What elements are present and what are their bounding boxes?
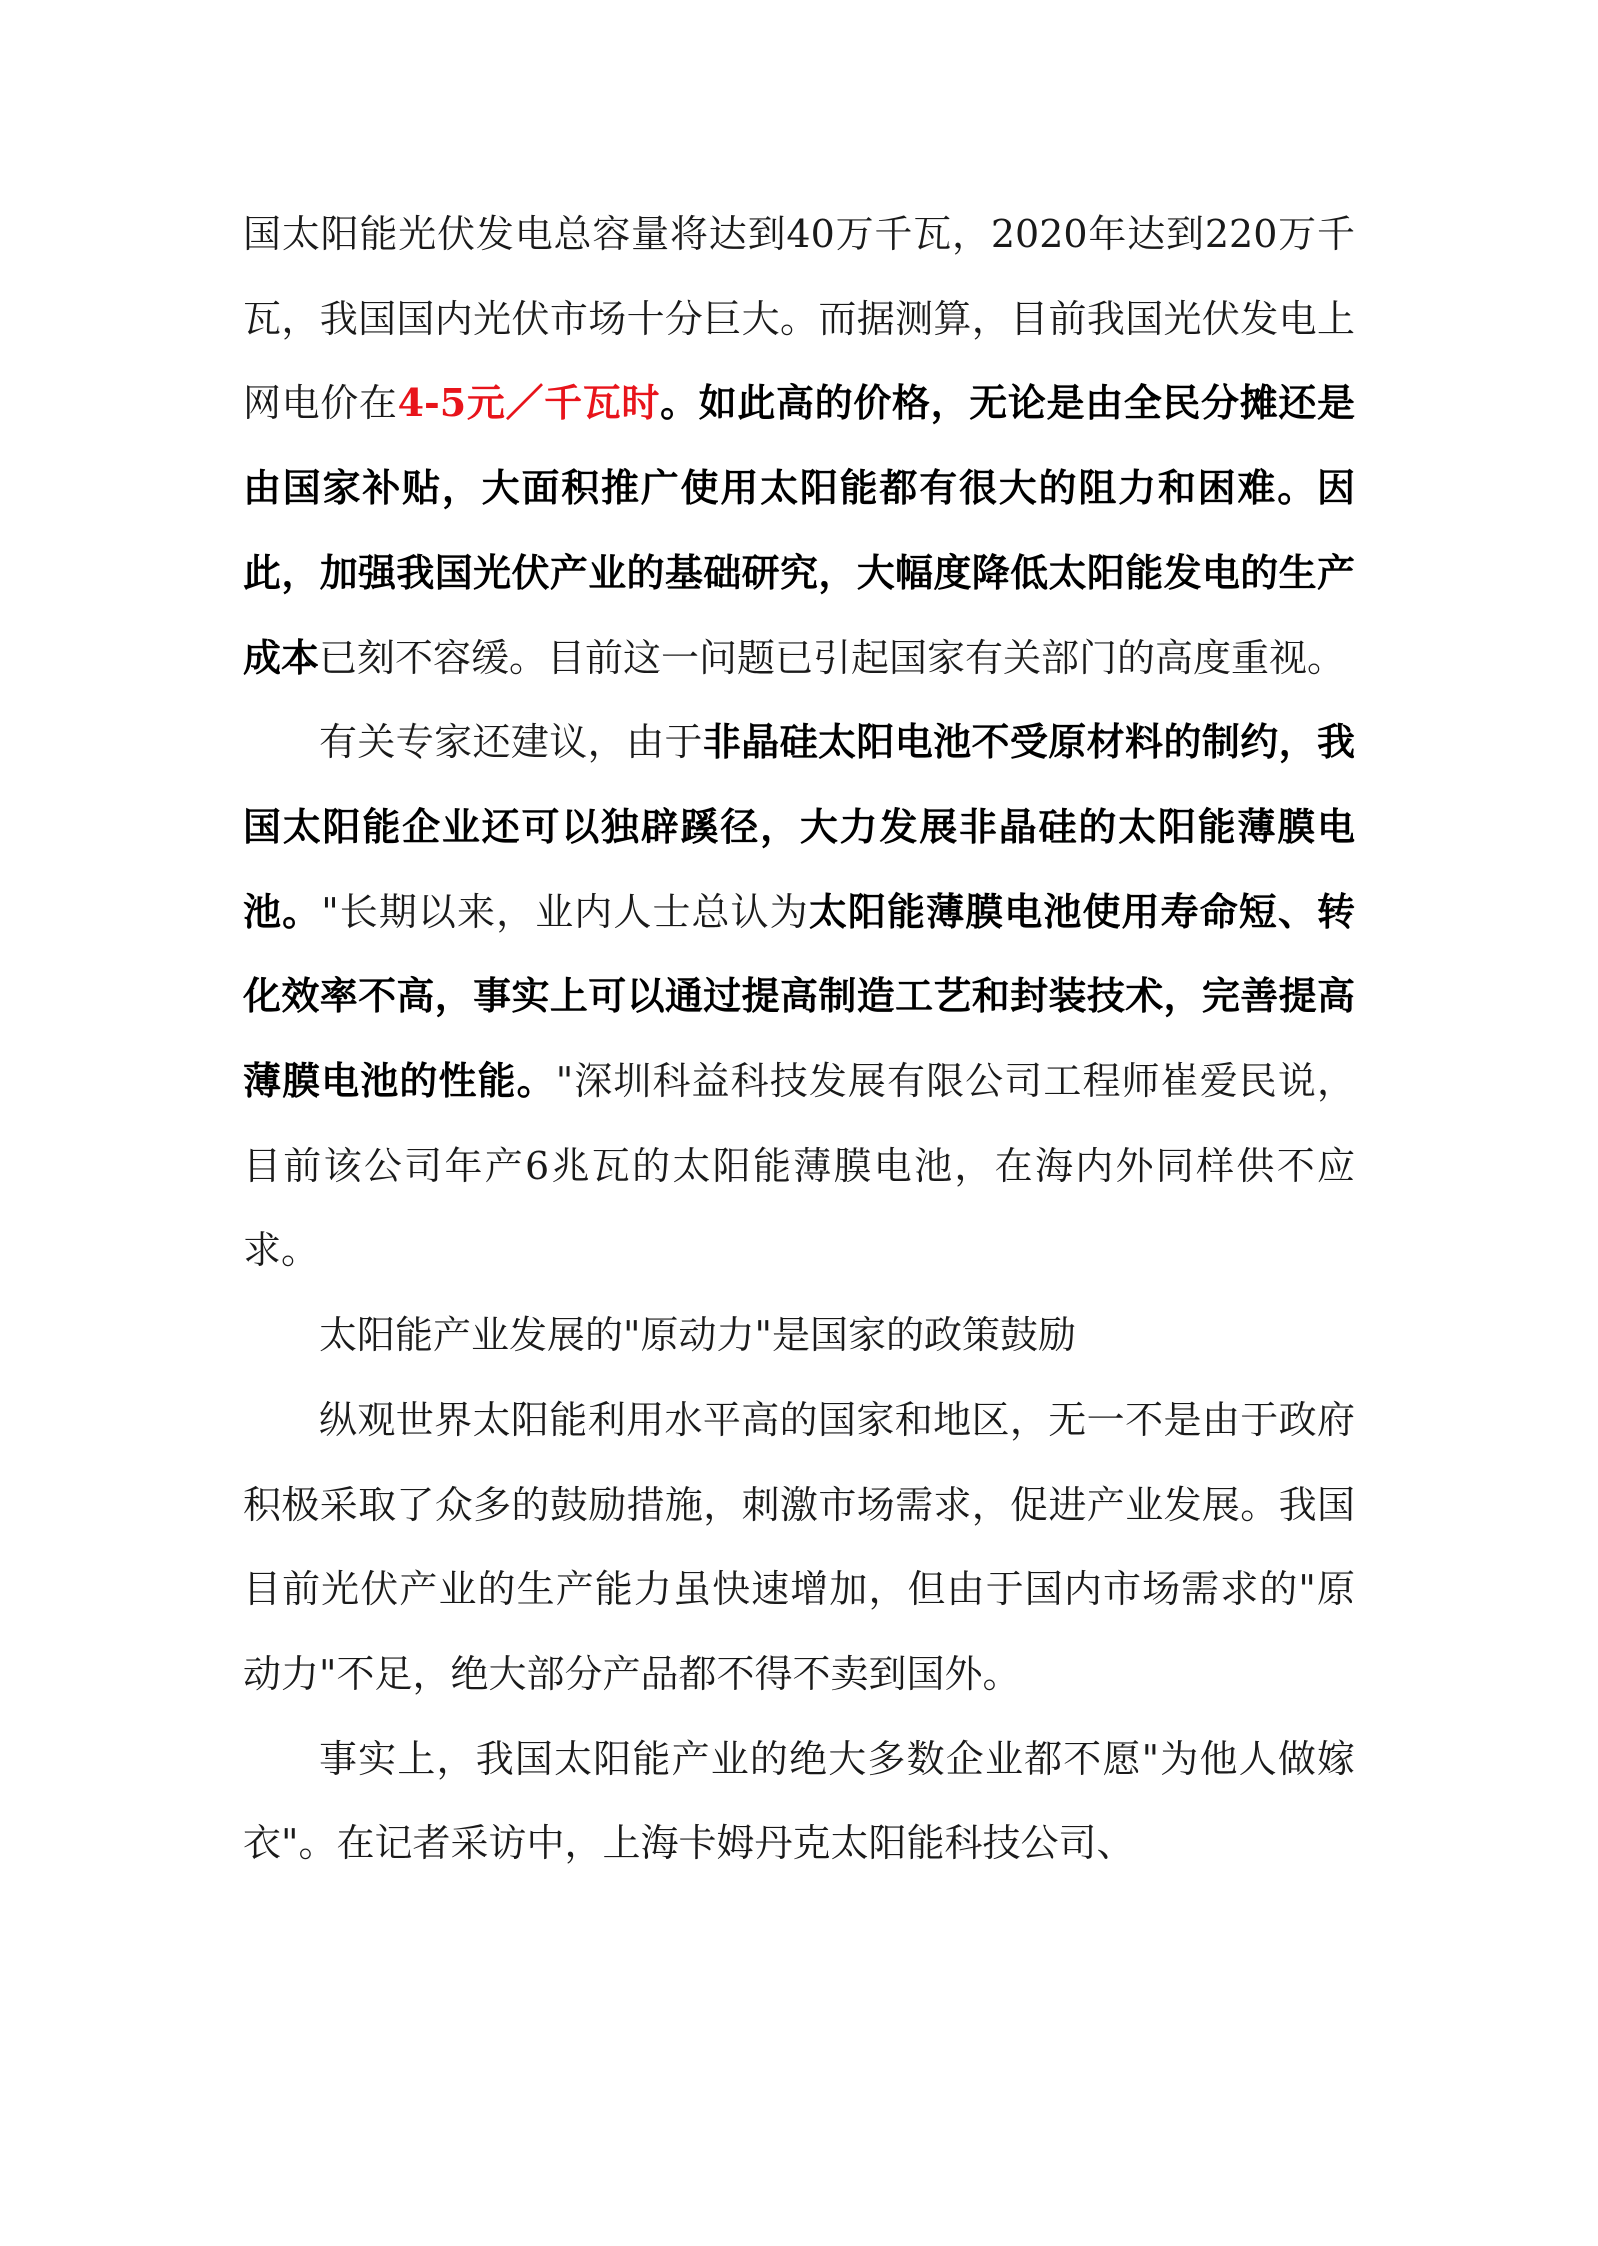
highlight-price: 4-5元／千瓦时 bbox=[397, 380, 661, 426]
text-run: 国太阳能光伏发电总容量将达到40万千瓦，2020年达到220万千瓦，我国国内光伏市场十分巨大。而据测算，目前我国光伏发电上网电价在 bbox=[243, 212, 1355, 426]
emphasis-cost: 大幅度降低太阳能发电的生产成本 bbox=[243, 549, 1355, 680]
section-heading: 太阳能产业发展的"原动力"是国家的政策鼓励 bbox=[319, 1313, 1076, 1358]
text-run: 。 bbox=[282, 888, 322, 934]
paragraph-policy: 纵观世界太阳能利用水平高的国家和地区，无一不是由于政府积极采取了众多的鼓励措施，刺激市场需求，促进产业发展。我国目前光伏产业的生产能力虽快速增加，但由于国内市场需求的"原动力"不足，绝大部分产品都不得不卖到国外。 bbox=[243, 1397, 1355, 1696]
paragraph-enterprises: 事实上，我国太阳能产业的绝大多数企业都不愿"为他人做嫁衣"。在记者采访中，上海卡姆丹克太阳能科技公司、 bbox=[243, 1736, 1355, 1866]
text-run: 已刻不容缓。目前这一问题已引起国家有关部门的高度重视。 bbox=[319, 635, 1346, 680]
document-page bbox=[243, 192, 1355, 1886]
text-run: "长期以来，业内人士总认为 bbox=[321, 889, 809, 934]
paragraph-thin-film bbox=[243, 700, 1355, 1293]
text-run: 。如此高的价格，无论是由全民分摊还是由国家补贴，大面积推广使用太阳能都有很大的阻力和困难。因此，加强我国光伏产业的基础研究， bbox=[243, 380, 1355, 595]
emphasis-amorphous-silicon: 非晶硅太阳电池不受原材料的制约，我国太阳能企业还可以独辟蹊径，大力发展非晶硅的太阳能薄膜电池 bbox=[243, 719, 1355, 934]
paragraph-price bbox=[243, 192, 1355, 700]
text-run: "深圳科益科技发展有限公司工程师崔爱民说，目前该公司年产6兆瓦的太阳能薄膜电池，在海内外同样供不应求。 bbox=[243, 1059, 1355, 1273]
text-run: 有关专家还建议，由于 bbox=[319, 720, 703, 765]
emphasis-thin-film-performance: 太阳能薄膜电池使用寿命短、转化效率不高，事实上可以通过提高制造工艺和封装技术，完善提高薄膜电池的性能。 bbox=[243, 888, 1355, 1104]
